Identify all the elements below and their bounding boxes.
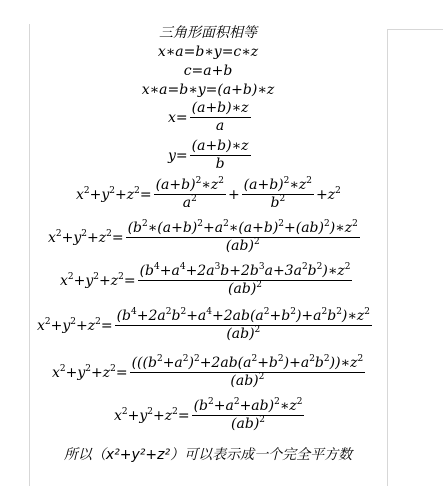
equation-11-lhs: $x^2+y^2+z^2=$ (114, 406, 190, 424)
equation-8 (60, 263, 354, 298)
fraction-numerator: $(a+b)^2∗z^2$ (243, 176, 313, 193)
plus-sign: + (227, 186, 240, 203)
fraction (130, 355, 366, 390)
equation-11 (114, 398, 306, 433)
fraction-numerator: (a+b)∗z (191, 138, 249, 154)
fraction-denominator: (ab)$^2$ (231, 415, 266, 432)
equation-6-tail: $+z^2$ (316, 185, 341, 203)
fraction-denominator: (ab)$^2$ (230, 372, 265, 389)
equation-10 (52, 355, 367, 390)
equation-6-lhs: $x^2+y^2+z^2=$ (76, 185, 152, 203)
fraction-numerator: $(b^4+a^4+2a^3b+2b^3a+3a^2b^2)∗z^2$ (139, 262, 351, 279)
equation-7-lhs: $x^2+y^2+z^2=$ (48, 228, 124, 246)
equation-5 (168, 138, 253, 173)
fraction-numerator: $(b^2+a^2+ab)^2∗z^2$ (193, 397, 303, 414)
equation-2: c=a+b (183, 63, 233, 79)
fraction (242, 177, 314, 212)
fraction (138, 263, 353, 298)
fraction (190, 100, 251, 135)
equation-7 (48, 220, 362, 255)
equation-5-lhs: y= (168, 147, 188, 164)
fraction-denominator: a (215, 118, 225, 134)
fraction (126, 220, 360, 255)
equation-4-lhs: x= (168, 109, 188, 126)
fraction-denominator: (ab)$^2$ (225, 237, 260, 254)
fraction-numerator: (a+b)∗z (191, 100, 249, 116)
fraction-numerator: $(b^4+2a^2b^2+a^4+2ab(a^2+b^2)+a^2b^2)∗z^2$ (116, 307, 371, 324)
equation-9-lhs: $x^2+y^2+z^2=$ (37, 316, 113, 334)
equation-3: x∗a=b∗y=(a+b)∗z (141, 82, 275, 98)
fraction (115, 308, 372, 343)
equation-10-lhs: $x^2+y^2+z^2=$ (52, 363, 128, 381)
document-title: 三角形面积相等 (159, 25, 257, 41)
fraction-denominator: b (215, 156, 225, 172)
equation-8-lhs: $x^2+y^2+z^2=$ (60, 271, 136, 289)
equation-6 (76, 177, 341, 212)
fraction-numerator: $(((b^2+a^2)^2+2ab(a^2+b^2)+a^2b^2))∗z^2$ (131, 354, 364, 371)
fraction-numerator: $(b^2∗(a+b)^2+a^2∗(a+b)^2+(ab)^2)∗z^2$ (127, 219, 358, 236)
fraction-denominator: $a^2$ (182, 194, 197, 211)
fraction-denominator: (ab)$^2$ (228, 280, 263, 297)
conclusion-text: 所以（x²+y²+z²）可以表示成一个完全平方数 (63, 447, 353, 463)
fraction (154, 177, 226, 212)
equation-1: x∗a=b∗y=c∗z (157, 44, 259, 60)
fraction-denominator: $b^2$ (270, 194, 286, 211)
page-border-top (387, 29, 443, 30)
fraction-numerator: $(a+b)^2∗z^2$ (155, 176, 224, 193)
fraction (192, 398, 305, 433)
fraction-denominator: (ab)$^2$ (226, 325, 261, 342)
equation-9 (37, 308, 374, 343)
equation-4 (168, 100, 253, 135)
page-border-right (387, 30, 388, 486)
fraction (190, 138, 251, 173)
